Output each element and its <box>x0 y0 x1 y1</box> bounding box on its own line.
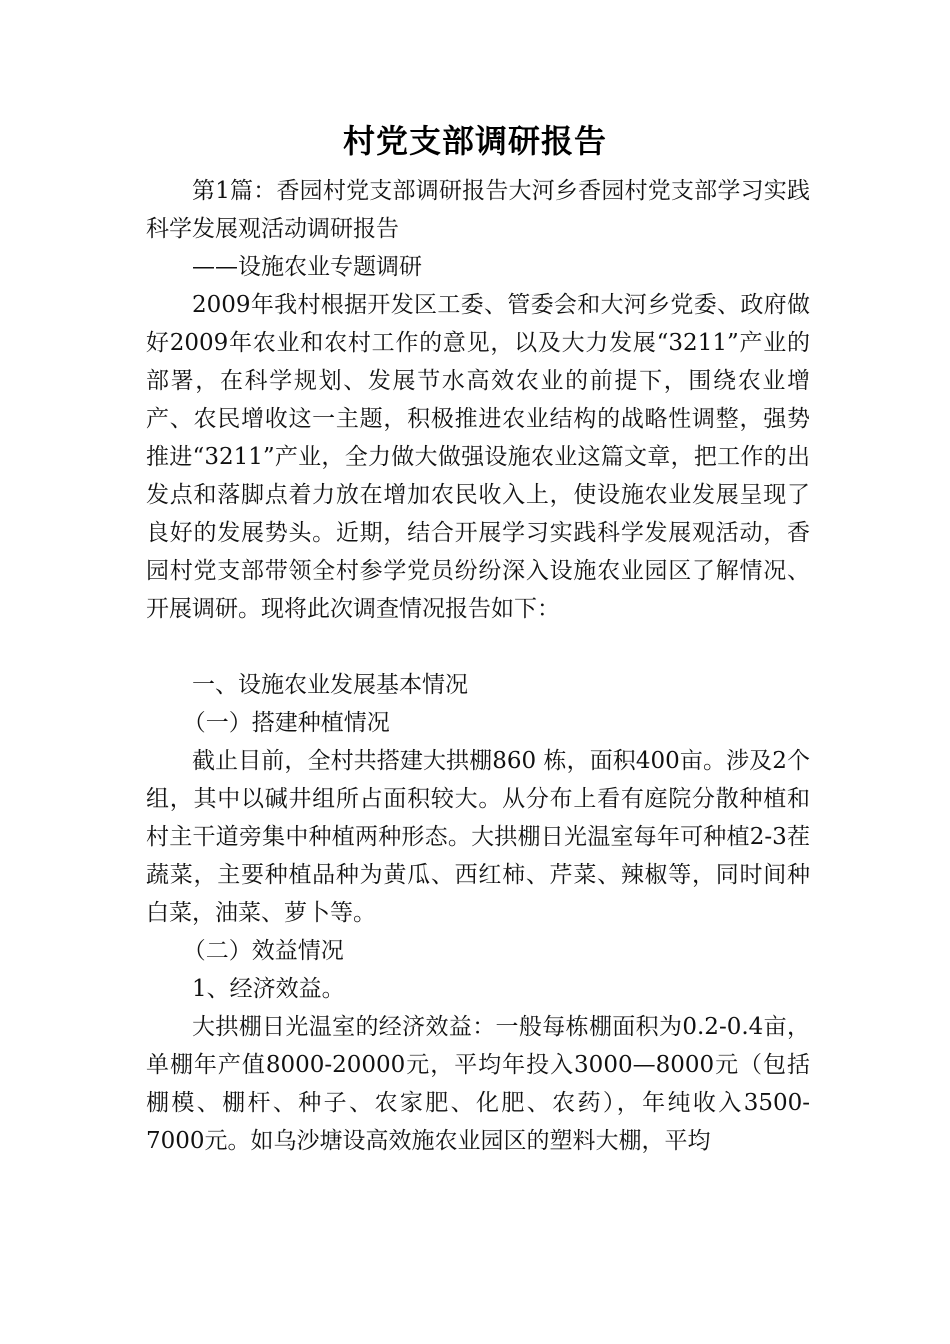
subsection-heading-1: （一）搭建种植情况 <box>182 710 390 736</box>
document-body <box>146 172 810 1160</box>
paragraph-subtitle: ——设施农业专题调研 <box>192 254 422 280</box>
item-heading-economic: 1、经济效益。 <box>192 976 345 1002</box>
document-title: 村党支部调研报告 <box>342 122 607 160</box>
section-heading-1: 一、设施农业发展基本情况 <box>192 672 468 698</box>
subsection-heading-2: （二）效益情况 <box>182 938 344 964</box>
paragraph-planting: 截止目前，全村共搭建大拱棚860 栋，面积400亩。涉及2个组，其中以碱井组所占面积较大。从分布上看有庭院分散种植和村主干道旁集中种植两种形态。大拱棚日光温室每年可种植2-3茬蔬菜，主要种植品种为黄瓜、西红柿、芹菜、辣椒等，同时间种白菜，油菜、萝卜等。 <box>146 748 810 926</box>
paragraph-intro: 第1篇：香园村党支部调研报告大河乡香园村党支部学习实践科学发展观活动调研报告 <box>146 178 810 242</box>
paragraph-economic: 大拱棚日光温室的经济效益：一般每栋棚面积为0.2-0.4亩，单棚年产值8000-20000元，平均年投入3000—8000元（包括棚模、棚杆、种子、农家肥、化肥、农药），年纯收入3500-7000元。如乌沙塘设高效施农业园区的塑料大棚，平均 <box>146 1014 810 1154</box>
paragraph-background: 2009年我村根据开发区工委、管委会和大河乡党委、政府做好2009年农业和农村工作的意见，以及大力发展“3211”产业的部署，在科学规划、发展节水高效农业的前提下，围绕农业增产、农民增收这一主题，积极推进农业结构的战略性调整，强势推进“3211”产业，全力做大做强设施农业这篇文章，把工作的出发点和落脚点着力放在增加农民收入上，使设施农业发展呈现了良好的发展势头。近期，结合开展学习实践科学发展观活动，香园村党支部带领全村参学党员纷纷深入设施农业园区了解情况、开展调研。现将此次调查情况报告如下： <box>146 292 810 622</box>
